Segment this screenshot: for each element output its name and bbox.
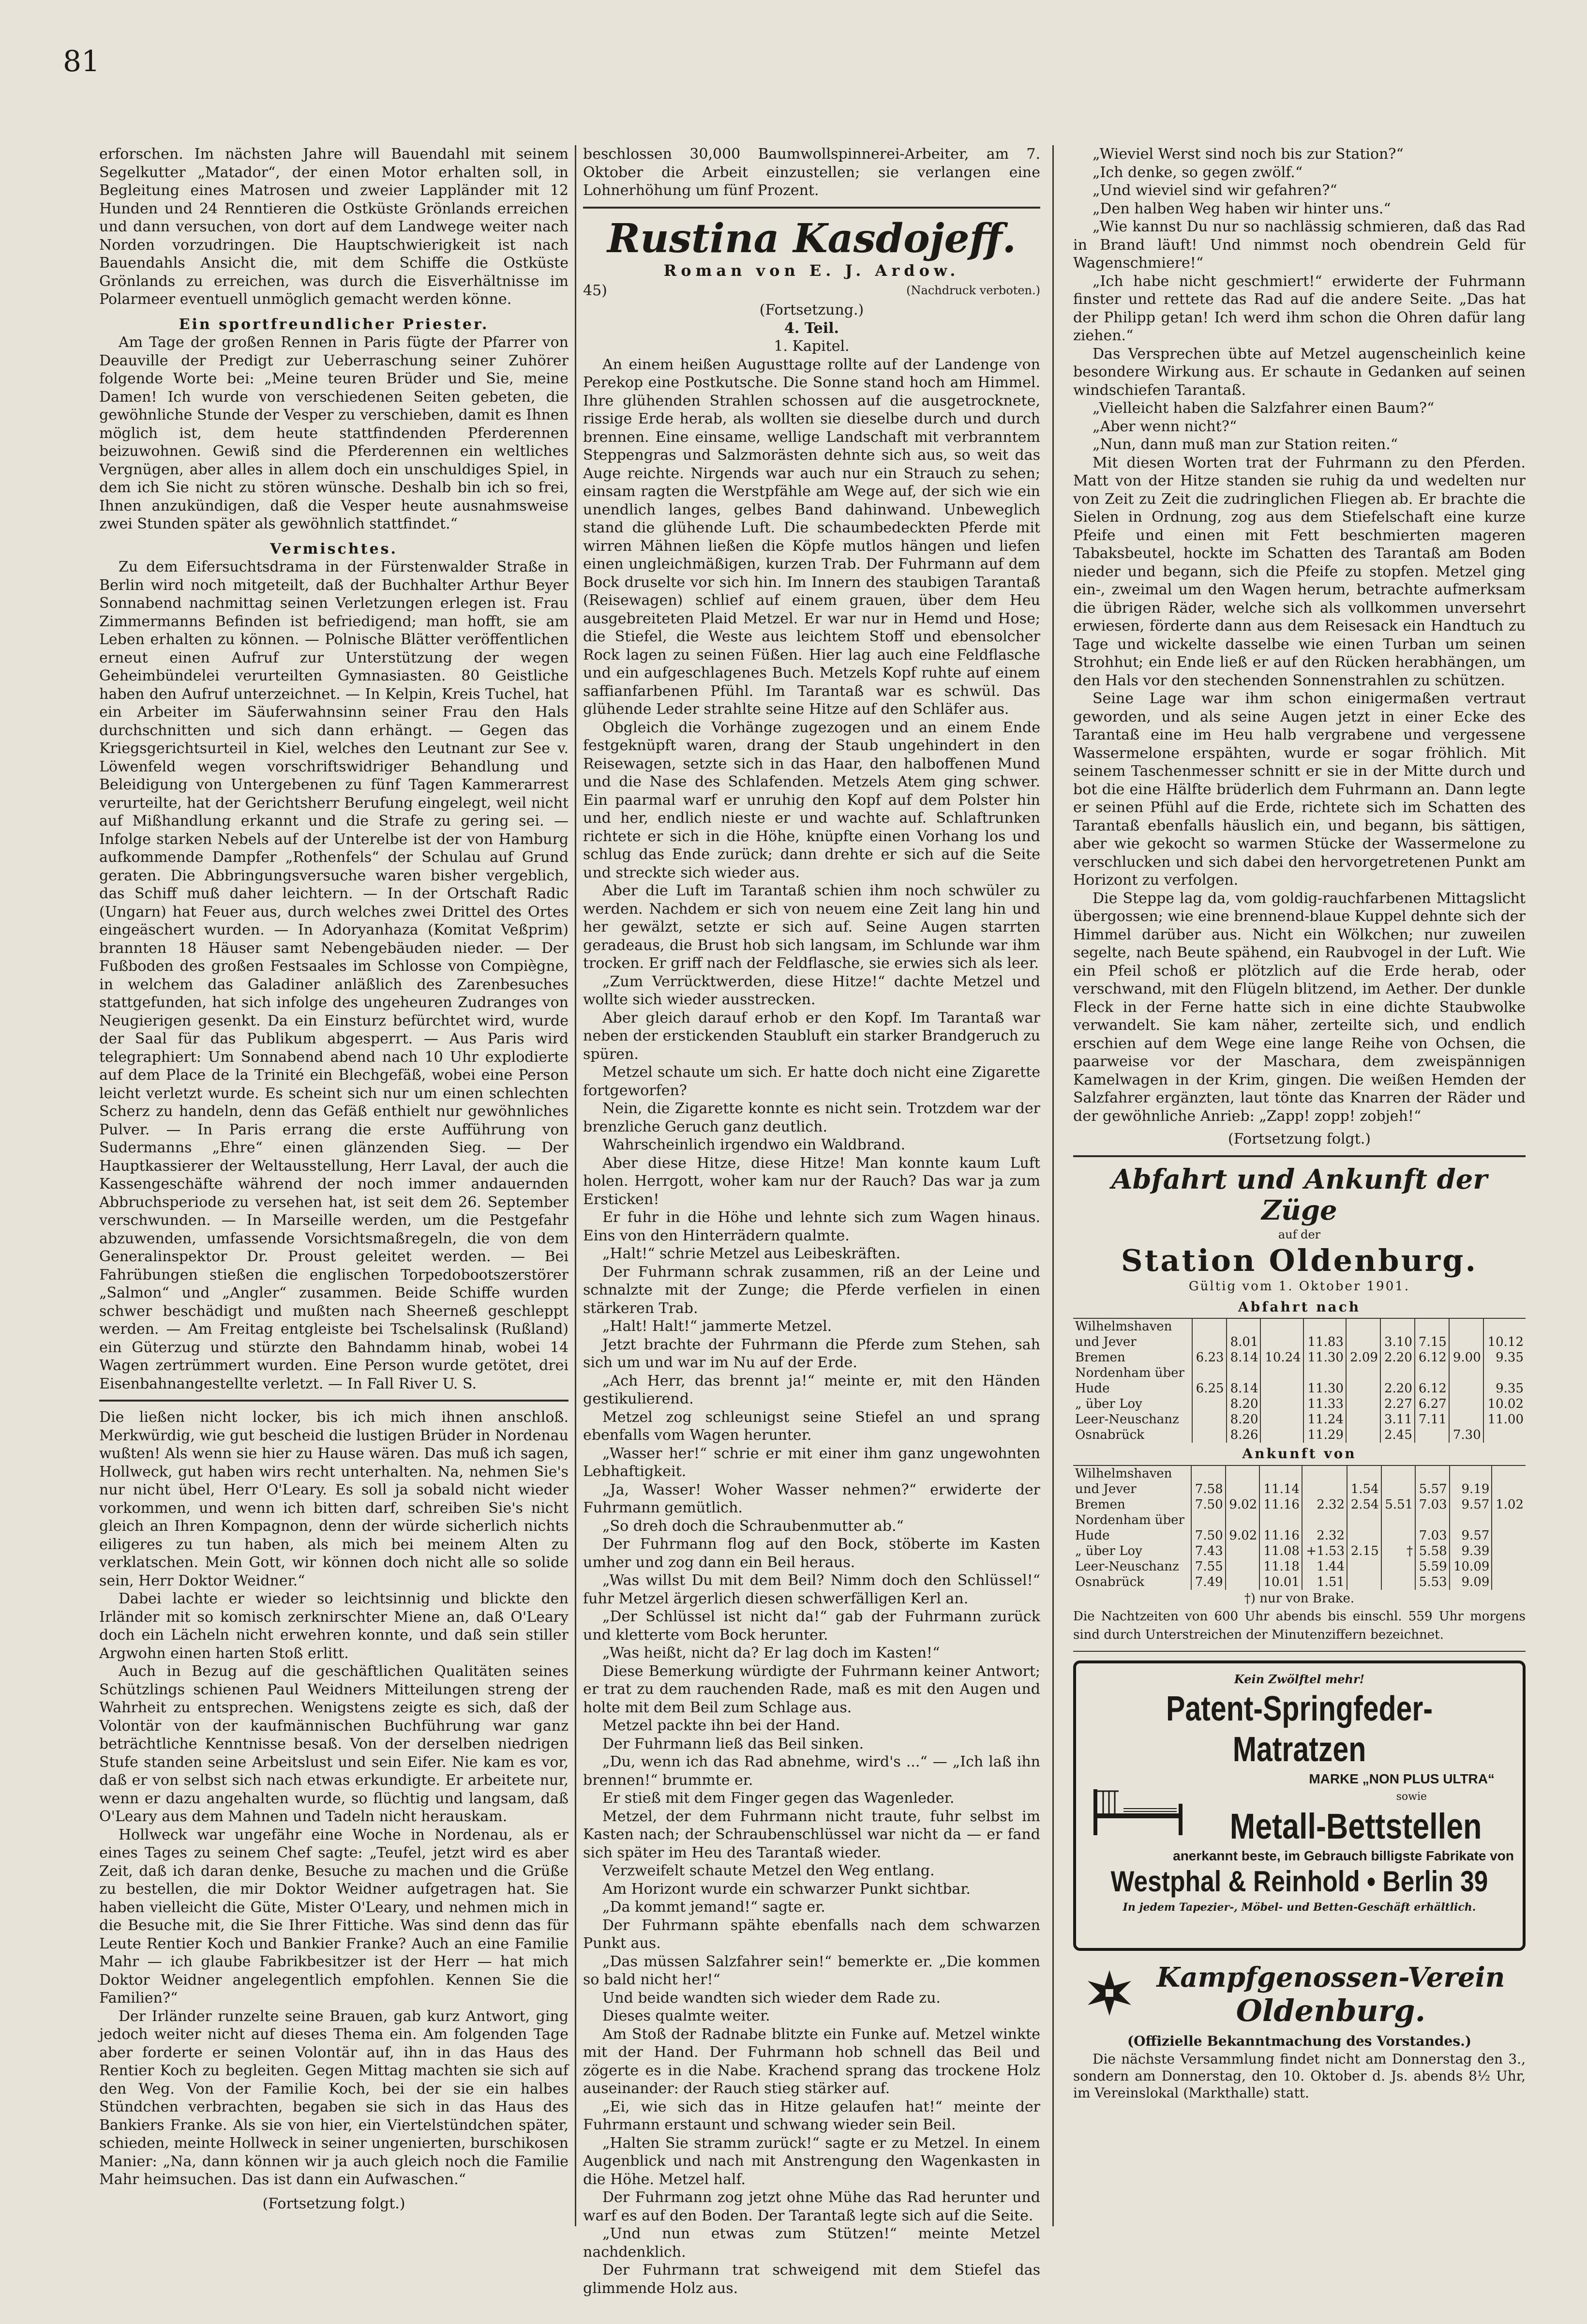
time-cell: 10.12 <box>1483 1334 1526 1350</box>
time-cell <box>1226 1512 1260 1528</box>
installment-number: 45) <box>583 282 607 299</box>
time-cell: 11.30 <box>1303 1350 1346 1365</box>
time-cell: 1.54 <box>1347 1481 1381 1497</box>
time-cell <box>1381 1512 1416 1528</box>
time-cell <box>1260 1365 1303 1381</box>
time-cell: 6.27 <box>1415 1396 1449 1412</box>
time-cell: 10.24 <box>1260 1350 1303 1365</box>
veterans-club-notice <box>1073 1962 1526 2101</box>
time-cell: 9.35 <box>1483 1381 1526 1396</box>
novel-paragraph: Am Horizont wurde ein schwarzer Punkt sichtbar. <box>602 1880 971 1898</box>
time-cell: 11.18 <box>1259 1559 1302 1574</box>
time-cell <box>1259 1512 1302 1528</box>
novel-paragraph: „Aber wenn nicht?“ <box>1093 418 1237 435</box>
time-cell <box>1191 1512 1226 1528</box>
novel-paragraph: „Ich denke, so gegen zwölf.“ <box>1093 164 1303 181</box>
divider <box>99 1400 569 1402</box>
timetable-valid: Gültig vom 1. Oktober 1901. <box>1188 1279 1410 1294</box>
novel-paragraph: „Halt! Halt!“ jammerte Metzel. <box>602 1318 832 1335</box>
time-cell <box>1415 1427 1449 1443</box>
time-cell <box>1492 1559 1526 1574</box>
column-divider-2 <box>1052 145 1054 2226</box>
time-cell: 11.24 <box>1303 1412 1346 1427</box>
timetable-row <box>1073 1412 1526 1427</box>
time-cell: 11.16 <box>1259 1497 1302 1512</box>
novel-paragraph: Der Fuhrmann schrak zusammen, riß an der Leine und schnalzte mit der Zunge; die Pferde verfielen in einen stärkeren Trab. <box>583 1263 1040 1317</box>
priest-heading: Ein sportfreundlicher Priester. <box>179 316 489 333</box>
time-cell: 2.32 <box>1302 1497 1347 1512</box>
time-cell <box>1192 1318 1227 1334</box>
page-number: 81 <box>63 45 100 78</box>
time-cell: 11.08 <box>1259 1543 1302 1559</box>
time-cell <box>1449 1412 1483 1427</box>
novel-paragraph: Metzel packte ihn bei der Hand. <box>602 1717 840 1734</box>
time-cell: 2.27 <box>1380 1396 1415 1412</box>
timetable-sub: auf der <box>1278 1227 1321 1241</box>
time-cell: 2.09 <box>1346 1350 1380 1365</box>
time-cell: +1.53 <box>1302 1543 1347 1559</box>
time-cell: 5.51 <box>1381 1497 1416 1512</box>
story-paragraph: Auch in Bezug auf die geschäftlichen Qualitäten seines Schützlings schienen Paul Weidners Mitteilungen streng der Wahrheit zu entsprechen. Wenigstens zeigte es sich, daß der Volontär von der kaufmännischen Buchführung war ganz beträchtliche Kenntnisse besaß. Von der derselben niedrigen Stufe standen seine Arbeitslust und sein Eifer. Nie kam es vor, daß er von selbst sich nach etwas erkundigte. Er arbeitete nur, wenn er dazu angehalten wurde, so flüchtig und langsam, daß O'Leary aus dem Mahnen und Tadeln nicht herauskam. <box>99 1663 569 1825</box>
time-cell: 9.02 <box>1226 1497 1260 1512</box>
time-cell: 11.29 <box>1303 1427 1346 1443</box>
time-cell <box>1302 1512 1347 1528</box>
time-cell: 11.16 <box>1259 1528 1302 1543</box>
time-cell <box>1260 1381 1303 1396</box>
timetable-row <box>1073 1512 1526 1528</box>
novel-paragraph: Und beide wandten sich wieder dem Rade zu. <box>602 1989 941 2007</box>
time-cell: 9.02 <box>1226 1528 1260 1543</box>
time-cell <box>1192 1365 1227 1381</box>
timetable-row <box>1073 1543 1526 1559</box>
novel-paragraph: Verzweifelt schaute Metzel den Weg entlang. <box>602 1862 935 1879</box>
time-cell <box>1227 1318 1261 1334</box>
novel-paragraph: „Und nun etwas zum Stützen!“ meinte Metzel nachdenklich. <box>583 2225 1040 2261</box>
time-cell: 7.43 <box>1191 1543 1226 1559</box>
novel-paragraph: Dieses qualmte weiter. <box>602 2007 770 2024</box>
time-cell: 10.02 <box>1483 1396 1526 1412</box>
novel-paragraph: Wahrscheinlich irgendwo ein Waldbrand. <box>602 1136 906 1153</box>
time-cell: 11.33 <box>1303 1396 1346 1412</box>
time-cell <box>1449 1318 1483 1334</box>
time-cell <box>1449 1381 1483 1396</box>
novel-paragraph: Seine Lage war ihm schon einigermaßen vertraut geworden, und als seine Augen jetzt in einer Ecke des Tarantaß eine im Heu halb vergrabene und vergessene Wassermelone erspähten, wurde er sogar fröhlich. Mit seinem Taschenmesser schnitt er sie in der Mitte durch und bot die eine Hälfte brüderlich dem Fuhrmann an. Dann legte er seinen Pfühl auf die Erde, richtete sich im Schatten des Tarantaß ebenfalls häuslich ein, und begann, bis sättigen, aber wie gekocht so warmen Stücke der Wassermelone zu verschlucken und sich dabei den hervorgetretenen Punkt am Horizont zu verfolgen. <box>1073 690 1526 889</box>
time-cell: 1.44 <box>1302 1559 1347 1574</box>
time-cell <box>1492 1512 1526 1528</box>
novel-paragraph: Die Steppe lag da, vom goldig-rauchfarbenen Mittagslicht übergossen; wie eine brennend-blaue Kuppel dehnte sich der Himmel darüber aus. Nicht ein Wölkchen; nur zuweilen segelte, nach Beute spähend, ein Raubvogel in der Luft. Wie ein Pfeil schoß er plötzlich auf die Erde herab, oder verschwand, mit den Flügeln blitzend, im Aether. Der dunkle Fleck in der Ferne hatte sich in eine dichte Staubwolke verwandelt. Sie kam näher, zerteilte sich, und endlich erschien auf dem Wege eine lange Reihe von Ochsen, die paarweise vor der Maschara, dem zweispännigen Kamelwagen in der Krim, gingen. Die weißen Hemden der Salzfahrer ergänzten, laut tönte das Knarren der Räder und der gewöhnliche Anrieb: „Zapp! zopp! zobjeh!“ <box>1073 890 1526 1125</box>
misc-text: Zu dem Eifersuchtsdrama in der Fürstenwalder Straße in Berlin wird noch mitgeteilt, daß der Buchhalter Arthur Beyer Sonnabend nachmittag seinen Verletzungen erlegen ist. Frau Zimmermanns Befinden ist befriedigend; man hofft, sie am Leben erhalten zu können. — Polnische Blätter veröffentlichen erneut einen Aufruf zur Unterstützung der wegen Geheimbündelei verurteilten Gymnasiasten. 80 Geistliche haben den Aufruf unterzeichnet. — In Kelpin, Kreis Tuchel, hat ein Arbeiter im Säuferwahnsinn seiner Frau den Hals durchschnitten und sich dann erhängt. — Gegen das Kriegsgerichtsurteil in Kiel, welches den Leutnant zur See v. Löwenfeld wegen vorschriftswidriger Behandlung und Beleidigung von Untergebenen zu fünf Tagen Kammerarrest verurteilte, hat der Gerichtsherr Berufung eingelegt, weil nicht auf Mißhandlung erkannt und die Strafe zu gering sei. — Infolge starken Nebels auf der Unterelbe ist der von Hamburg aufkommende Dampfer „Rothenfels“ der Schulau auf Grund geraten. Die Abbringungsversuche waren bisher vergeblich, das Schiff muß daher leichtern. — In der Ortschaft Radic (Ungarn) hat Feuer aus, durch welches zwei Drittel des Ortes eingeäschert wurden. — In Adoryanhaza (Komitat Veßprim) brannten 18 Häuser samt Nebengebäuden nieder. — Der Fußboden des großen Festsaales im Schlosse von Compiègne, in welchem das Galadiner anläßlich des Zarenbesuches stattgefunden, hat sich infolge des ungeheuren Zudranges von Neugierigen gesenkt. Da ein Einsturz befürchtet wird, wurde der Saal für das Publikum abgesperrt. — Aus Paris wird telegraphiert: Um Sonnabend abend nach 10 Uhr explodierte auf dem Place de la Trinité ein Blechgefäß, wobei eine Person leicht verletzt wurde. Es scheint sich nur um einen schlechten Scherz zu handeln, denn das Gefäß enthielt nur gewöhnliches Pulver. — In Paris errang die erste Aufführung von Sudermanns „Ehre“ einen glänzenden Sieg. — Der Hauptkassierer der Weltausstellung, Herr Laval, der auch die Kassengeschäfte während der noch immer andauernden Abbruchsperiode zu versehen hat, ist seit dem 26. September verschwunden. — In Marseille werden, um die Pestgefahr abzuwenden, umfassende Vorsichtsmaßregeln, die von dem Generalinspektor Dr. Proust geleitet werden. — Bei Fahrübungen stießen die englischen Torpedobootszerstörer „Salmon“ und „Angler“ zusammen. Beide Schiffe wurden schwer beschädigt und mußten nach Sheerneß geschleppt werden. — Am Freitag entgleiste bei Tschelsalinsk (Rußland) ein Güterzug und stürzte den Bahndamm hinab, wobei 14 Wagen zertrümmert wurden. Eine Person wurde getötet, drei Eisenbahnangestellte verletzt. — In Fall River U. S. <box>99 558 569 1392</box>
time-cell: 2.20 <box>1380 1381 1415 1396</box>
story-paragraph: Hollweck war ungefähr eine Woche in Nordenau, als er eines Tages zu seinem Chef sagte: „Teufel, jetzt wird es aber Zeit, daß ich daran denke, Besuche zu machen und die Grüße zu bestellen, die mir Doktor Weidner aufgetragen hat. Sie haben vielleicht die Güte, Mister O'Leary, und nehmen mich in die Besuche mit, die Sie Ihrer Fittiche. Was sind denn das für Leute Rentier Koch und Bankier Franke? Auch an eine Familie Mahr — ich glaube Fabrikbesitzer ist der Herr — hat mich Doktor Weidner angelegentlich empfohlen. Kennen Sie die Familien?“ <box>99 1826 569 2007</box>
time-cell <box>1492 1465 1526 1481</box>
time-cell: 10.09 <box>1450 1559 1492 1574</box>
time-cell: 6.25 <box>1192 1381 1227 1396</box>
timetable-row <box>1073 1318 1526 1334</box>
club-city: Oldenburg. <box>1236 1993 1426 2028</box>
time-cell <box>1192 1334 1227 1350</box>
time-cell <box>1347 1465 1381 1481</box>
time-cell <box>1347 1574 1381 1590</box>
timetable-row <box>1073 1559 1526 1574</box>
timetable-title: Abfahrt und Ankunft der Züge <box>1111 1163 1487 1226</box>
novel-paragraph: Das Versprechen übte auf Metzel augenscheinlich keine besondere Wirkung aus. Er schaute in Gedanken auf seinen windschiefen Tarantaß. <box>1073 345 1526 399</box>
time-cell <box>1492 1528 1526 1543</box>
timetable-station: Station Oldenburg. <box>1121 1243 1478 1278</box>
time-cell <box>1192 1396 1227 1412</box>
time-cell <box>1260 1318 1303 1334</box>
novel-paragraph: „So dreh doch die Schraubenmutter ab.“ <box>602 1517 904 1535</box>
novel-paragraph: „Halt!“ schrie Metzel aus Leibeskräften. <box>602 1245 901 1262</box>
time-cell <box>1381 1528 1416 1543</box>
novel-paragraph: „Was heißt, nicht da? Er lag doch im Kasten!“ <box>602 1645 940 1661</box>
time-cell <box>1449 1396 1483 1412</box>
arrivals-table <box>1073 1465 1526 1590</box>
time-cell: 8.20 <box>1227 1412 1261 1427</box>
time-cell <box>1347 1512 1381 1528</box>
continued-note: (Fortsetzung folgt.) <box>262 2195 405 2212</box>
timetable-note: †) nur von Brake. <box>1244 1591 1355 1606</box>
divider <box>583 207 1040 209</box>
novel-paragraph: „Nun, dann muß man zur Station reiten.“ <box>1093 436 1398 453</box>
time-cell <box>1260 1334 1303 1350</box>
novel-paragraph: „Das müssen Salzfahrer sein!“ bemerkte er. „Die kommen so bald nicht her!“ <box>583 1953 1040 1988</box>
timetable-row <box>1073 1574 1526 1590</box>
station-name: Wilhelmshaven <box>1073 1318 1192 1334</box>
time-cell <box>1492 1574 1526 1590</box>
novel-paragraph: Diese Bemerkung würdigte der Fuhrmann keiner Antwort; er trat zu dem rauchenden Rade, maß es mit den Augen und holte mit dem Beil zum Schlage aus. <box>583 1662 1040 1716</box>
time-cell <box>1191 1465 1226 1481</box>
novel-paragraph: Aber gleich darauf erhob er den Kopf. Im Tarantaß war neben der erstickenden Staubluft ein starker Brandgeruch zu spüren. <box>583 1009 1040 1063</box>
time-cell <box>1415 1365 1449 1381</box>
departures-heading: Abfahrt nach <box>1238 1298 1361 1315</box>
time-cell <box>1381 1574 1416 1590</box>
divider <box>1073 1155 1526 1157</box>
novel-paragraph: „Vielleicht haben die Salzfahrer einen Baum?“ <box>1093 400 1435 417</box>
time-cell: 5.57 <box>1415 1481 1450 1497</box>
novel-paragraph: „Zum Verrücktwerden, diese Hitze!“ dachte Metzel und wollte sich wieder ausstrecken. <box>583 973 1040 1008</box>
novel-paragraph: Er fuhr in die Höhe und lehnte sich zum Wagen hinaus. Eins von den Hinterrädern qualmte. <box>583 1209 1040 1244</box>
time-cell: 7.49 <box>1191 1574 1226 1590</box>
time-cell: 5.58 <box>1415 1543 1450 1559</box>
time-cell <box>1381 1481 1416 1497</box>
chapter-heading: 1. Kapitel. <box>774 338 850 355</box>
club-subtitle: (Offizielle Bekanntmachung des Vorstandes.) <box>1127 2033 1472 2049</box>
time-cell <box>1346 1396 1380 1412</box>
time-cell: 6.12 <box>1415 1381 1449 1396</box>
timetable-row <box>1073 1365 1526 1381</box>
novel-paragraph: An einem heißen Augusttage rollte auf der Landenge von Perekop eine Postkutsche. Die Sonne stand hoch am Himmel. Ihre glühenden Strahlen schossen auf die ausgetrocknete, rissige Erde herab, als wollten sie dieselbe durch und durch brennen. Eine einsame, wellige Landschaft mit verbranntem Steppengras und Salzmorästen dehnte sich aus, so weit das Auge reichte. Nirgends war auch nur ein Strauch zu sehen; einsam ragten die Werstpfähle am Wege auf, der sich wie ein unendlich langes, gelbes Band dahinwand. Unbeweglich stand die glühende Luft. Die schaumbedeckten Pferde mit wirren Mähnen ließen die Köpfe mutlos hängen und liefen einen ungleichmäßigen, kurzen Trab. Der Fuhrmann auf dem Bock druselte vor sich hin. Im Innern des staubigen Tarantaß (Reisewagen) schlief auf einem grauen, über dem Heu ausgebreiteten Plaid Metzel. Er war nur in Hemd und Hose; die Stiefel, die Weste aus leichtem Stoff und ebensolcher Rock lagen zu seinen Füßen. Hier lag auch eine Feldflasche und ein aufgeschlagenes Buch. Metzels Kopf ruhte auf einem saffianfarbenen Pfühl. Im Tarantaß war es schwül. Das glühende Leder strahlte seine Hitze auf den Schläfer aus. <box>583 356 1040 718</box>
station-name: „ über Loy <box>1075 1543 1142 1558</box>
time-cell: 5.59 <box>1415 1559 1450 1574</box>
time-cell <box>1346 1427 1380 1443</box>
time-cell <box>1380 1318 1415 1334</box>
time-cell: 7.50 <box>1191 1497 1226 1512</box>
novel-paragraph: Der Fuhrmann zog jetzt ohne Mühe das Rad herunter und warf es auf den Boden. Der Tarantaß legte sich auf die Seite. <box>583 2189 1040 2224</box>
timetable-row <box>1073 1528 1526 1543</box>
station-name: Osnabrück <box>1075 1574 1145 1589</box>
column-1 <box>99 145 569 2213</box>
time-cell: 8.01 <box>1227 1334 1261 1350</box>
novel-paragraph: Mit diesen Worten trat der Fuhrmann zu den Pferden. Matt von der Hitze standen sie ruhig da und wedelten nur von Zeit zu Zeit die zudringlichen Fliegen ab. Er brachte die Sielen in Ordnung, zog aus dem Stiefelschaft eine kurze Pfeife und einen mit Fett beschmierten mageren Tabaksbeutel, hockte im Schatten des Tarantaß am Boden nieder und begann, sich die Pfeife zu stopfen. Metzel ging ein-, zweimal um den Wagen herum, betrachte aufmerksam die übrigen Räder, welche sich als vollkommen unversehrt erwiesen, förderte dann aus dem Reisesack ein Handtuch zu Tage und wickelte dasselbe wie einen Turban um seinen Strohhut; ein Ende ließ er auf den Rücken herabhängen, um den Hals vor den stechenden Sonnenstrahlen zu schützen. <box>1073 454 1526 689</box>
time-cell: 7.50 <box>1191 1528 1226 1543</box>
time-cell: 6.12 <box>1415 1350 1449 1365</box>
article-intro: erforschen. Im nächsten Jahre will Bauendahl mit seinem Segelkutter „Matador“, der einen Motor erhalten soll, in Begleitung eines Matrosen und zweier Lappländer mit 12 Hunden und 24 Renntieren die Ostküste Grönlands erreichen und dann versuchen, von dort auf dem Landwege weiter nach Norden vorzudringen. Die Hauptschwierigkeit ist nach Bauendahls Ansicht die, mit dem Schiffe die Ostküste Grönlands zu erreichen, was durch die Eisverhältnisse im Polarmeer eventuell unmöglich gemacht werden könne. <box>99 146 569 308</box>
mattress-advertisement <box>1073 1660 1526 1951</box>
time-cell <box>1226 1465 1260 1481</box>
novel-paragraph: Jetzt brachte der Fuhrmann die Pferde zum Stehen, sah sich um und war im Nu auf der Erde. <box>583 1336 1040 1371</box>
novel-paragraph: Der Fuhrmann flog auf den Bock, stöberte im Kasten umher und zog dann ein Beil heraus. <box>583 1536 1040 1571</box>
time-cell <box>1483 1427 1526 1443</box>
timetable-row <box>1073 1427 1526 1443</box>
ad-claim: anerkannt beste, im Gebrauch billigste Fabrikate von <box>1173 1848 1514 1863</box>
station-name: Bremen <box>1075 1497 1125 1512</box>
novel-paragraph: „Ach Herr, das brennt ja!“ meinte er, mit den Händen gestikulierend. <box>583 1372 1040 1407</box>
time-cell: 7.58 <box>1191 1481 1226 1497</box>
time-cell <box>1346 1318 1380 1334</box>
departures-table <box>1073 1318 1526 1443</box>
time-cell <box>1483 1318 1526 1334</box>
timetable-row <box>1073 1334 1526 1350</box>
novel-paragraph: „Du, wenn ich das Rad abnehme, wird's ...“ — „Ich laß ihn brennen!“ brummte er. <box>583 1753 1040 1789</box>
novel-paragraph: „Den halben Weg haben wir hinter uns.“ <box>1093 200 1391 217</box>
part-heading: 4. Teil. <box>784 319 839 337</box>
timetable-row <box>1073 1350 1526 1365</box>
time-cell <box>1346 1334 1380 1350</box>
time-cell: 10.01 <box>1259 1574 1302 1590</box>
novel-paragraph: Nein, die Zigarette konnte es nicht sein. Trotzdem war der brenzliche Geruch ganz deutlich. <box>583 1100 1040 1135</box>
time-cell <box>1449 1334 1483 1350</box>
novel-paragraph: Metzel, der dem Fuhrmann nicht traute, fuhr selbst im Kasten nach; der Schraubenschlüssel war nicht da — er fand sich später im Heu des Tarantaß wieder. <box>583 1808 1040 1861</box>
time-cell <box>1381 1465 1416 1481</box>
station-name: und Jever <box>1075 1335 1137 1349</box>
novel-paragraph: Der Fuhrmann ließ das Beil sinken. <box>602 1735 864 1752</box>
station-name: und Jever <box>1075 1481 1137 1496</box>
train-timetable <box>1073 1164 1526 1645</box>
time-cell <box>1303 1365 1346 1381</box>
time-cell <box>1449 1365 1483 1381</box>
station-name: Hude <box>1075 1528 1110 1543</box>
time-cell <box>1303 1318 1346 1334</box>
station-name: Hude <box>1075 1381 1110 1396</box>
time-cell <box>1492 1481 1526 1497</box>
time-cell: 3.11 <box>1380 1412 1415 1427</box>
time-cell: 11.00 <box>1483 1412 1526 1427</box>
novel-paragraph: „Wieviel Werst sind noch bis zur Station?“ <box>1093 146 1404 163</box>
timetable-row <box>1073 1497 1526 1512</box>
club-announcement: Die nächste Versammlung findet nicht am Donnerstag den 3., sondern am Donnerstag, den 10. Oktober d. Js. abends 8½ Uhr, im Vereinslokal (Markthalle) statt. <box>1073 2051 1526 2101</box>
time-cell <box>1226 1481 1260 1497</box>
station-name: Wilhelmshaven <box>1073 1465 1191 1481</box>
time-cell: 9.39 <box>1450 1543 1492 1559</box>
novel-byline: Roman von E. J. Ardow. <box>663 261 960 280</box>
time-cell <box>1226 1559 1260 1574</box>
ad-footer: In jedem Tapezier-, Möbel- und Betten-Geschäft erhältlich. <box>1123 1901 1476 1914</box>
time-cell: 8.26 <box>1227 1427 1261 1443</box>
time-cell: 11.83 <box>1303 1334 1346 1350</box>
time-cell <box>1259 1465 1302 1481</box>
time-cell <box>1346 1365 1380 1381</box>
novel-paragraph: „Und wieviel sind wir gefahren?“ <box>1093 182 1337 199</box>
novel-paragraph: „Ei, wie sich das in Hitze gelaufen hat!“ meinte der Fuhrmann erstaunt und schwang wieder sein Beil. <box>583 2098 1040 2133</box>
time-cell: 2.54 <box>1347 1497 1381 1512</box>
column-2 <box>583 145 1040 2297</box>
ad-headline-2: Metall-Bettstellen <box>1229 1806 1482 1846</box>
time-cell: 7.03 <box>1415 1497 1450 1512</box>
column-3 <box>1073 145 1526 2101</box>
time-cell: 8.14 <box>1227 1350 1261 1365</box>
time-cell: 11.30 <box>1303 1381 1346 1396</box>
time-cell: 11.14 <box>1259 1481 1302 1497</box>
time-cell <box>1260 1427 1303 1443</box>
time-cell: 8.14 <box>1227 1381 1261 1396</box>
time-cell <box>1450 1465 1492 1481</box>
station-name: Nordenham über <box>1075 1512 1184 1527</box>
novel-paragraph: „Da kommt jemand!“ sagte er. <box>602 1899 825 1916</box>
story-paragraph: Die ließen nicht locker, bis ich mich ihnen anschloß. Merkwürdig, wie gut bescheid die lustigen Brüder in Nordenau wußten! Als wenn sie hier zu Hause wären. Das muß ich sagen, Hollweck, gut haben wirs recht unterhalten. Na, nehmen Sie's nur nicht übel, Herr O'Leary. Es soll ja sobald nicht wieder vorkommen, und wenn ich bitten darf, schreiben Sie's nicht gleich an Ihren Kompagnon, denn der würde sicherlich nichts eiligeres zu tun haben, als mich bei meinem Alten zu verklatschen. Mein Gott, wir können doch nicht alle so solide sein, Herr Doktor Weidner.“ <box>99 1409 569 1589</box>
time-cell: † <box>1381 1543 1416 1559</box>
time-cell <box>1380 1365 1415 1381</box>
station-name: Nordenham über <box>1075 1366 1184 1380</box>
time-cell: 7.30 <box>1449 1427 1483 1443</box>
time-cell <box>1450 1512 1492 1528</box>
ad-brand: MARKE „NON PLUS ULTRA“ <box>1309 1771 1495 1786</box>
time-cell <box>1347 1559 1381 1574</box>
bed-illustration-icon <box>1090 1784 1186 1838</box>
continued-note: (Fortsetzung folgt.) <box>1228 1131 1371 1147</box>
time-cell: 9.09 <box>1450 1574 1492 1590</box>
station-name: Leer-Neuschanz <box>1075 1412 1179 1427</box>
novel-paragraph: Obgleich die Vorhänge zugezogen und an einem Ende festgeknüpft waren, drang der Staub ungehindert in den Reisewagen, setzte sich in das Haar, den halboffenen Mund und die Nase des Schlafenden. Metzels Atem ging schwer. Ein paarmal warf er unruhig den Kopf auf dem Polster hin und her, endlich nieste er und wachte auf. Schlaftrunken richtete er sich in die Höhe, knüpfte einen Vorhang los und schlug das Ende zurück; dann drehte er sich auf die Seite und streckte sich wieder aus. <box>583 719 1040 881</box>
time-cell: 9.19 <box>1450 1481 1492 1497</box>
time-cell: 2.15 <box>1347 1543 1381 1559</box>
novel-paragraph: „Ich habe nicht geschmiert!“ erwiderte der Fuhrmann finster und rettete das Rad auf die andere Seite. „Das hat der Philipp getan! Ich werd ihm schon die Ohren dafür lang ziehen.“ <box>1073 272 1526 344</box>
ad-tagline: Kein Zwölftel mehr! <box>1234 1672 1365 1686</box>
time-cell: 9.35 <box>1483 1350 1526 1365</box>
arrivals-heading: Ankunft von <box>1242 1446 1357 1462</box>
time-cell <box>1260 1412 1303 1427</box>
time-cell <box>1226 1574 1260 1590</box>
time-cell: 2.20 <box>1380 1350 1415 1365</box>
club-title: Kampfgenossen-Verein <box>1156 1962 1505 1993</box>
timetable-footnote: Die Nachtzeiten von 600 Uhr abends bis einschl. 559 Uhr morgens sind durch Unterstreichen der Minutenziffern bezeichnet. <box>1073 1609 1526 1642</box>
time-cell <box>1415 1318 1449 1334</box>
novel-paragraph: Der Fuhrmann spähte ebenfalls nach dem schwarzen Punkt aus. <box>583 1917 1040 1952</box>
novel-paragraph: Aber die Luft im Tarantaß schien ihm noch schwüler zu werden. Nachdem er sich von neuem eine Zeit lang hin und her gewälzt, setzte er sich auf. Seine Augen starrten geradeaus, die Brust hob sich langsam, im Schlunde war ihm trocken. Er griff nach der Feldflasche, sie erwies sich als leer. <box>583 882 1040 972</box>
time-cell: 1.51 <box>1302 1574 1347 1590</box>
station-name: Leer-Neuschanz <box>1075 1559 1179 1574</box>
time-cell <box>1227 1365 1261 1381</box>
time-cell: 7.15 <box>1415 1334 1449 1350</box>
station-name: „ über Loy <box>1075 1397 1142 1411</box>
time-cell <box>1260 1396 1303 1412</box>
novel-title: Rustina Kasdojeff. <box>607 215 1017 262</box>
time-cell: 3.10 <box>1380 1334 1415 1350</box>
station-name: Bremen <box>1075 1350 1125 1365</box>
time-cell <box>1192 1427 1227 1443</box>
time-cell: 8.20 <box>1227 1396 1261 1412</box>
time-cell <box>1347 1528 1381 1543</box>
time-cell <box>1192 1412 1227 1427</box>
continuation-note: (Fortsetzung.) <box>759 302 864 318</box>
novel-paragraph: „Halten Sie stramm zurück!“ sagte er zu Metzel. In einem Augenblick und nach mit Anstrengung den Wagenkasten in die Höhe. Metzel half. <box>583 2134 1040 2188</box>
time-cell <box>1346 1412 1380 1427</box>
time-cell: 6.23 <box>1192 1350 1227 1365</box>
novel-paragraph: Metzel zog schleunigst seine Stiefel an und sprang ebenfalls vom Wagen herunter. <box>583 1408 1040 1444</box>
time-cell <box>1492 1543 1526 1559</box>
time-cell: 2.32 <box>1302 1528 1347 1543</box>
novel-paragraph: „Der Schlüssel ist nicht da!“ gab der Fuhrmann zurück und kletterte vom Bock herunter. <box>583 1608 1040 1644</box>
rights-note: (Nachdruck verboten.) <box>906 284 1040 297</box>
time-cell <box>1483 1365 1526 1381</box>
divider <box>1073 1651 1526 1652</box>
time-cell <box>1415 1465 1450 1481</box>
time-cell: 9.57 <box>1450 1497 1492 1512</box>
time-cell: 1.02 <box>1492 1497 1526 1512</box>
timetable-row <box>1073 1381 1526 1396</box>
time-cell: 7.11 <box>1415 1412 1449 1427</box>
novel-paragraph: Er stieß mit dem Finger gegen das Wagenleder. <box>602 1790 955 1807</box>
time-cell <box>1381 1559 1416 1574</box>
time-cell <box>1415 1512 1450 1528</box>
timetable-row <box>1073 1396 1526 1412</box>
time-cell <box>1302 1481 1347 1497</box>
time-cell <box>1226 1543 1260 1559</box>
novel-paragraph: Metzel schaute um sich. Er hatte doch nicht eine Zigarette fortgeworfen? <box>583 1064 1040 1099</box>
novel-paragraph: „Ja, Wasser! Woher Wasser nehmen?“ erwiderte der Fuhrmann gemütlich. <box>583 1481 1040 1516</box>
time-cell: 7.03 <box>1415 1528 1450 1543</box>
priest-text: Am Tage der großen Rennen in Paris fügte der Pfarrer von Deauville der Predigt zur Ueberraschung seiner Zuhörer folgende Worte bei: „Meine teuren Brüder und Sie, meine Damen! Ich wurde von verschiedenen Seiten gebeten, die gewöhnliche Stunde der Vesper zu verschieben, damit es Ihnen möglich ist, dem heute stattfindenden Pferderennen beizuwohnen. Gewiß sind die Pferderennen ein weltliches Vergnügen, aber alles in allem doch ein unschuldiges Spiel, in dem ich Sie nicht zu stören wünsche. Deshalb bin ich so frei, Ihnen anzukündigen, daß die Vesper heute ausnahmsweise zwei Stunden später als gewöhnlich stattfindet.“ <box>99 334 569 532</box>
misc-heading: Vermischtes. <box>270 540 398 558</box>
ad-firm: Westphal & Reinhold • Berlin 39 <box>1110 1865 1488 1898</box>
timetable-row <box>1073 1465 1526 1481</box>
time-cell: 9.57 <box>1450 1528 1492 1543</box>
novel-paragraph: Der Fuhrmann trat schweigend mit dem Stiefel das glimmende Holz aus. <box>583 2262 1040 2297</box>
novel-paragraph: „Wasser her!“ schrie er mit einer ihm ganz ungewohnten Lebhaftigkeit. <box>583 1445 1040 1480</box>
time-cell: 5.53 <box>1415 1574 1450 1590</box>
time-cell <box>1302 1465 1347 1481</box>
novel-paragraph: „Wie kannst Du nur so nachlässig schmieren, daß das Rad in Brand läuft! Und nimmst noch obendrein Geld für Wagenschmiere!“ <box>1073 218 1526 272</box>
column-divider-1 <box>575 145 576 2226</box>
story-paragraph: Dabei lachte er wieder so leichtsinnig und blickte den Irländer mit so komisch zerknirschter Miene an, daß O'Leary doch ein Lächeln nicht erwehren konnte, und daß sein stiller Argwohn einen harten Stoß erlitt. <box>99 1590 569 1662</box>
time-cell: 2.45 <box>1380 1427 1415 1443</box>
time-cell: 9.00 <box>1449 1350 1483 1365</box>
novel-paragraph: Am Stoß der Radnabe blitzte ein Funke auf. Metzel winkte mit der Hand. Der Fuhrmann hob schnell das Beil und zögerte es in die Nabe. Krachend sprang das trockene Holz auseinander: der Rauch stieg stärker auf. <box>583 2025 1040 2097</box>
story-paragraph: Der Irländer runzelte seine Brauen, gab kurz Antwort, ging jedoch weiter nicht auf dieses Thema ein. Am folgenden Tage aber forderte er seinen Volontär auf, ihn in das Haus des Rentier Koch zu begleiten. Gegen Mittag machten sie sich auf den Weg. Von der Familie Koch, bei der sie ein halbes Stündchen verbrachten, begaben sie sich in das Haus des Bankiers Franke. Als sie von hier, ein Viertelstündchen später, schieden, meinte Hollweck in seiner ungenierten, burschikosen Manier: „Na, dann können wir ja auch gleich noch die Familie Mahr heimsuchen. Das ist dann ein Aufwaschen.“ <box>99 2007 569 2188</box>
ad-sowie: sowie <box>1396 1791 1427 1803</box>
time-cell: 7.55 <box>1191 1559 1226 1574</box>
novel-paragraph: „Was willst Du mit dem Beil? Nimm doch den Schlüssel!“ fuhr Metzel ärgerlich diesen schwerfälligen Kerl an. <box>583 1572 1040 1607</box>
ad-headline: Patent-Springfeder-Matratzen <box>1166 1689 1433 1769</box>
station-name: Osnabrück <box>1075 1428 1145 1442</box>
timetable-row <box>1073 1481 1526 1497</box>
strike-notice: beschlossen 30,000 Baumwollspinnerei-Arbeiter, am 7. Oktober die Arbeit einzustellen; sie verlangen eine Lohnerhöhung um fünf Prozent. <box>583 146 1040 199</box>
time-cell <box>1346 1381 1380 1396</box>
novel-paragraph: Aber diese Hitze, diese Hitze! Man konnte kaum Luft holen. Herrgott, woher kam nur der Rauch? Das war ja zum Ersticken! <box>583 1154 1040 1208</box>
iron-cross-icon <box>1083 1966 1136 2020</box>
